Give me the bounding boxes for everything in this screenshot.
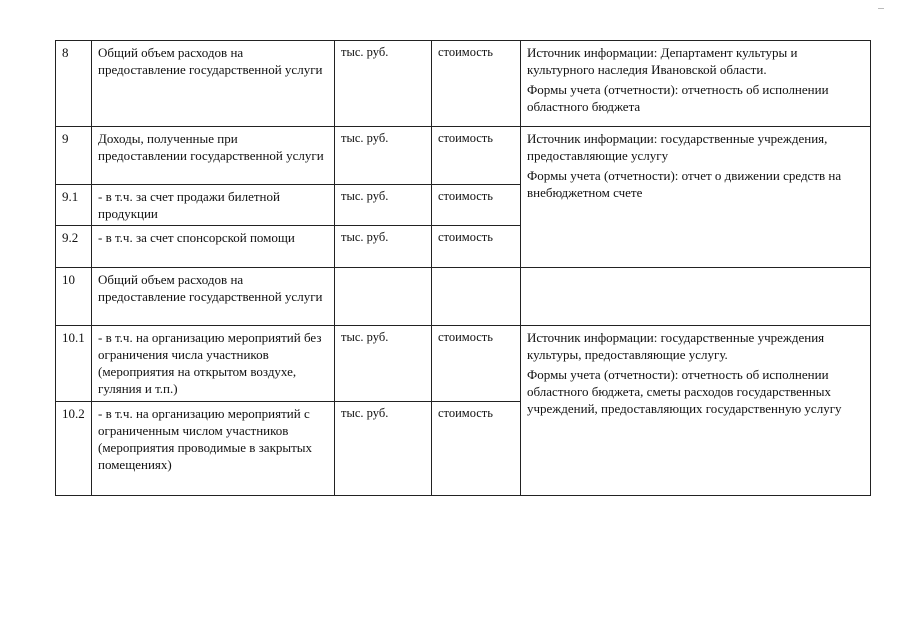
table-row: [56, 326, 871, 402]
reporting-forms-text: Формы учета (отчетности): отчетность об исполнении областного бюджета, сметы расходов государственных учреждений, предоставляющих государственную услугу: [527, 367, 842, 416]
indicators-table: [55, 40, 871, 496]
row-description: - в т.ч. на организацию мероприятий с ограниченным числом участников (мероприятия проводимые в закрытых помещениях): [92, 402, 335, 496]
info-source-text: Источник информации: государственные учреждения, предоставляющие услугу: [527, 131, 828, 163]
row-number: 8: [56, 41, 92, 127]
row-number: 10.1: [56, 326, 92, 402]
row-kind: стоимость: [432, 402, 521, 496]
row-kind: стоимость: [432, 127, 521, 185]
row-unit: тыс. руб.: [335, 185, 432, 226]
reporting-forms-text: Формы учета (отчетности): отчетность об исполнении областного бюджета: [527, 82, 829, 114]
table-row: [56, 41, 871, 127]
info-source-text: Источник информации: государственные учреждения культуры, предоставляющие услугу.: [527, 330, 825, 362]
row-kind: стоимость: [432, 326, 521, 402]
info-source-cell: [521, 127, 871, 268]
table-row: [56, 268, 871, 326]
info-source-text: Источник информации: Департамент культуры и культурного наследия Ивановской области.: [527, 45, 798, 77]
row-unit: тыс. руб.: [335, 41, 432, 127]
row-unit: тыс. руб.: [335, 127, 432, 185]
info-source-cell: [521, 41, 871, 127]
row-kind: стоимость: [432, 41, 521, 127]
row-unit: тыс. руб.: [335, 326, 432, 402]
row-unit: тыс. руб.: [335, 402, 432, 496]
row-description: Общий объем расходов на предоставление государственной услуги: [92, 41, 335, 127]
row-kind: [432, 268, 521, 326]
row-kind: стоимость: [432, 226, 521, 268]
row-unit: [335, 268, 432, 326]
row-number: 10.2: [56, 402, 92, 496]
reporting-forms-text: Формы учета (отчетности): отчет о движении средств на внебюджетном счете: [527, 168, 842, 200]
row-number: 9.2: [56, 226, 92, 268]
info-source-cell: [521, 326, 871, 496]
row-unit: тыс. руб.: [335, 226, 432, 268]
info-source-cell-empty: [521, 268, 871, 326]
row-kind: стоимость: [432, 185, 521, 226]
row-description: Доходы, полученные при предоставлении государственной услуги: [92, 127, 335, 185]
row-description: - в т.ч. за счет спонсорской помощи: [92, 226, 335, 268]
row-description: - в т.ч. на организацию мероприятий без ограничения числа участников (мероприятия на открытом воздухе, гуляния и т.п.): [92, 326, 335, 402]
row-number: 9: [56, 127, 92, 185]
row-description: Общий объем расходов на предоставление государственной услуги: [92, 268, 335, 326]
table-row: [56, 127, 871, 185]
row-description: - в т.ч. за счет продажи билетной продукции: [92, 185, 335, 226]
row-number: 10: [56, 268, 92, 326]
row-number: 9.1: [56, 185, 92, 226]
scan-artifact: [878, 8, 884, 9]
